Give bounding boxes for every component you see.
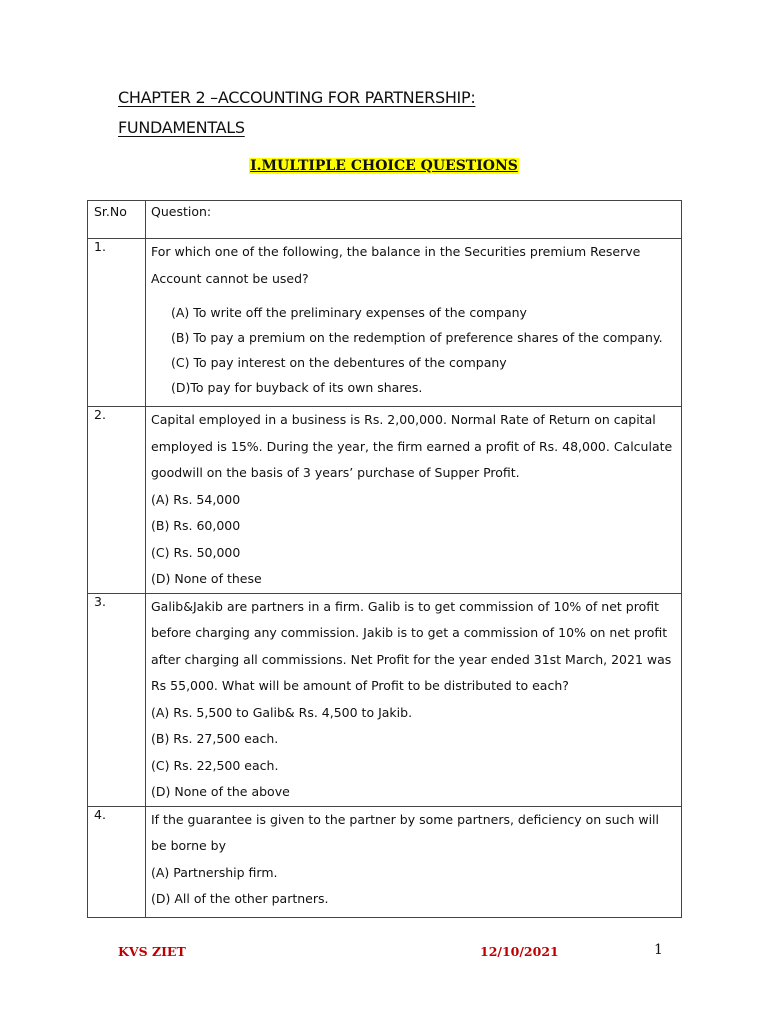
question-line: after charging all commissions. Net Profit for the year ended 31st March, 2021 was: [151, 651, 672, 667]
row-number: 1.: [88, 239, 146, 407]
option-d: (D) None of these: [151, 571, 262, 586]
section-heading: [0, 158, 768, 174]
question-line: employed is 15%. During the year, the firm earned a profit of Rs. 48,000. Calculate: [151, 438, 673, 454]
question-cell: [146, 806, 682, 917]
question-line: Capital employed in a business is Rs. 2,00,000. Normal Rate of Return on capital: [151, 412, 656, 427]
option-a: (A) Rs. 5,500 to Galib& Rs. 4,500 to Jakib.: [151, 704, 413, 720]
option-b: (B) Rs. 27,500 each.: [151, 731, 279, 746]
option-d: (D)To pay for buyback of its own shares.: [171, 380, 423, 395]
option-d: (D) None of the above: [151, 784, 290, 799]
question-cell: [146, 407, 682, 594]
table-row: [88, 239, 682, 407]
option-c: (C) Rs. 50,000: [151, 544, 241, 560]
option-b: (B) To pay a premium on the redemption of preference shares of the company.: [171, 330, 663, 345]
header-srno: Sr.No: [88, 201, 146, 239]
table-row: [88, 407, 682, 594]
row-number: 4.: [88, 806, 146, 917]
chapter-title-line1: CHAPTER 2 –ACCOUNTING FOR PARTNERSHIP:: [118, 88, 476, 107]
header-question: Question:: [146, 201, 682, 239]
table-row: [88, 593, 682, 806]
question-line: If the guarantee is given to the partner by some partners, deficiency on such will: [151, 811, 660, 827]
question-line: goodwill on the basis of 3 years’ purchase of Supper Profit.: [151, 465, 520, 480]
row-number: 2.: [88, 407, 146, 594]
question-line: be borne by: [151, 838, 227, 853]
option-c: (C) To pay interest on the debentures of the company: [171, 355, 507, 370]
row-number: 3.: [88, 593, 146, 806]
option-b: (B) Rs. 60,000: [151, 518, 241, 533]
table-header-row: [88, 201, 682, 239]
footer-org: KVS ZIET: [118, 944, 186, 959]
option-a: (A) To write off the preliminary expenses of the company: [171, 305, 527, 320]
option-a: (A) Partnership firm.: [151, 864, 278, 880]
table-row: [88, 806, 682, 917]
page-number: 1: [654, 942, 663, 958]
question-cell: [146, 239, 682, 407]
chapter-title-line2: FUNDAMENTALS: [118, 118, 245, 137]
question-line: Galib&Jakib are partners in a firm. Galib is to get commission of 10% of net profit: [151, 598, 659, 614]
question-line: Rs 55,000. What will be amount of Profit to be distributed to each?: [151, 678, 569, 693]
question-line: For which one of the following, the balance in the Securities premium Reserve: [151, 244, 641, 259]
question-line: before charging any commission. Jakib is to get a commission of 10% on net profit: [151, 625, 668, 640]
question-cell: [146, 593, 682, 806]
footer-date: 12/10/2021: [480, 944, 559, 959]
option-c: (C) Rs. 22,500 each.: [151, 757, 279, 773]
option-a: (A) Rs. 54,000: [151, 491, 241, 507]
questions-table: [87, 200, 682, 918]
section-heading-text: I.MULTIPLE CHOICE QUESTIONS: [250, 158, 518, 174]
question-line: Account cannot be used?: [151, 270, 309, 286]
option-d: (D) All of the other partners.: [151, 891, 329, 906]
